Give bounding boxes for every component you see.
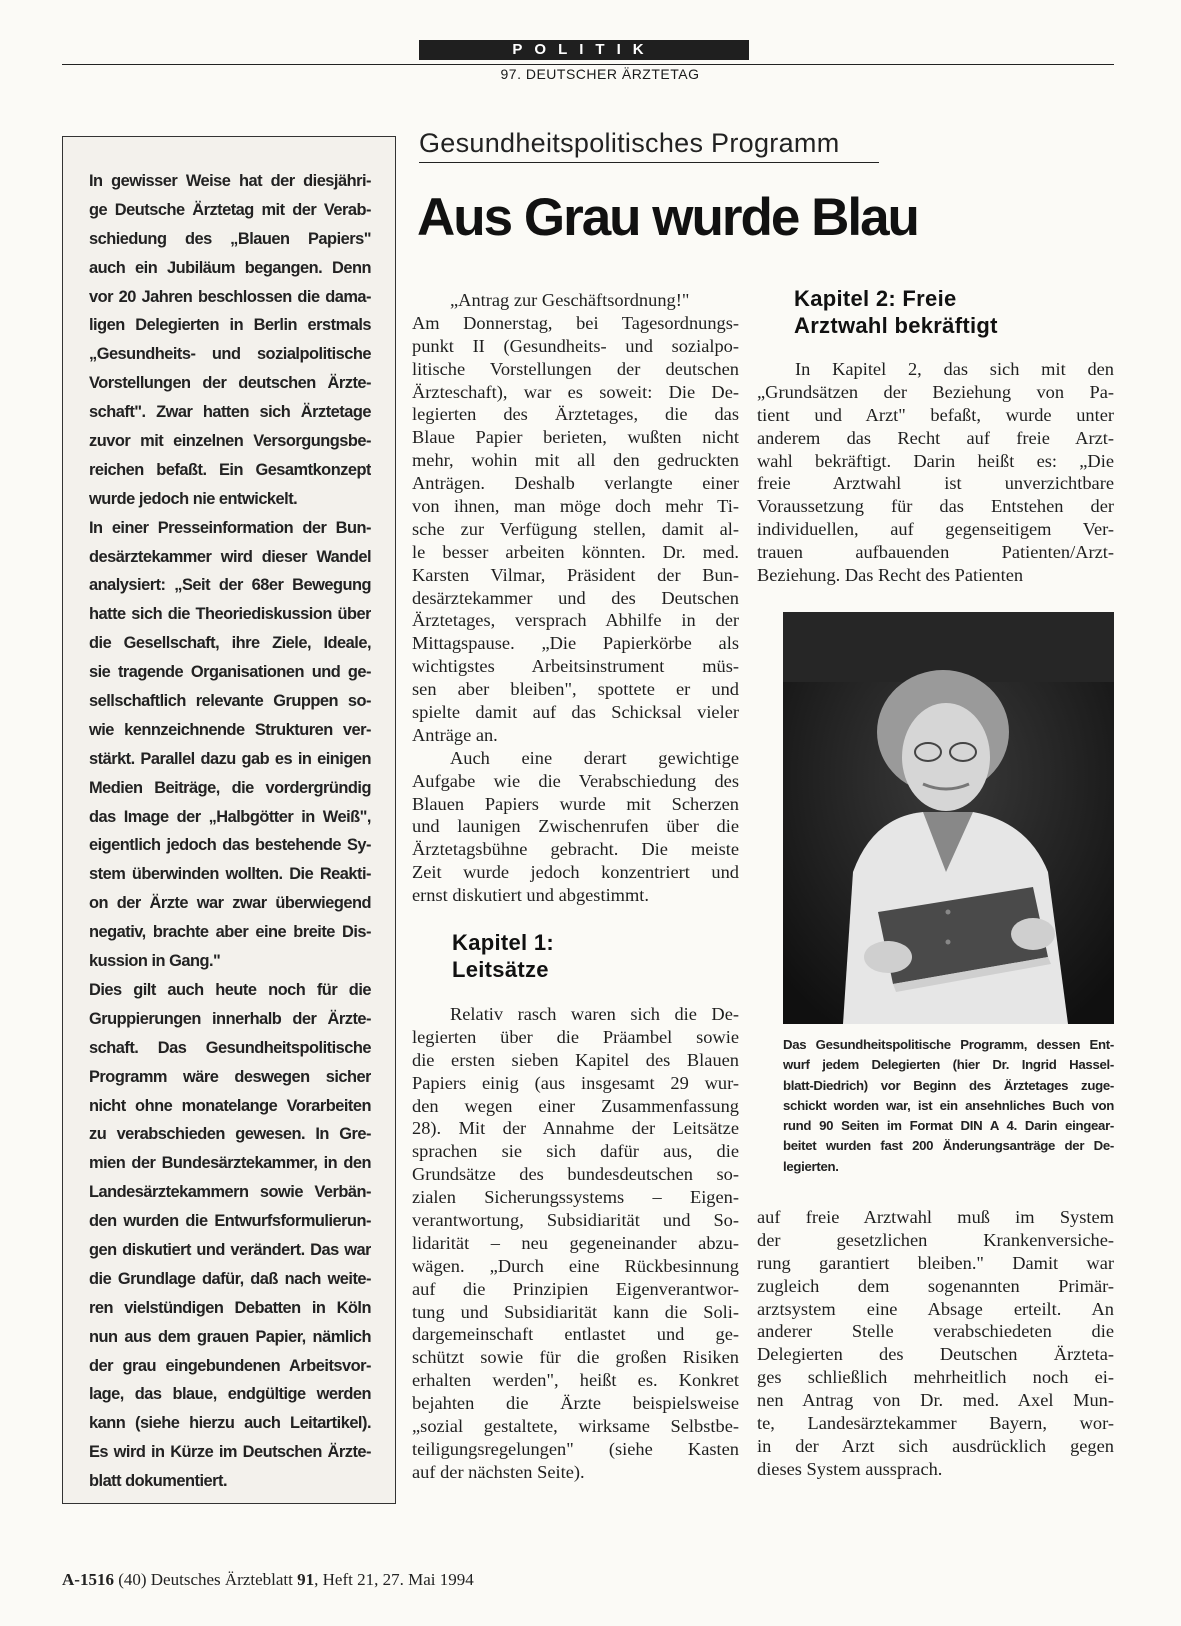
- column-2-line: Beziehung. Das Recht des Patienten: [757, 565, 1024, 586]
- chapter-1-heading: [452, 929, 742, 983]
- sidebar-line: blatt dokumentiert.: [89, 1472, 228, 1491]
- column-1-line: wägen. „Durch eine Rückbesinnung: [412, 1255, 739, 1276]
- column-1-line: die ersten sieben Kapitel des Blauen: [412, 1049, 739, 1070]
- sidebar-line: mien der Bundesärztekammer, in den: [89, 1154, 371, 1173]
- column-1-line: zialen Sicherungssystems – Eigen-: [412, 1187, 739, 1208]
- sidebar-line: negativ, brachte aber eine breite Dis-: [89, 923, 371, 942]
- chapter-2-heading-line2: Arztwahl bekräftigt: [794, 313, 998, 338]
- column-2-line: tient und Arzt" befaßt, wurde unter: [757, 404, 1114, 425]
- column-1-line: spielte damit auf das Schicksal vieler: [412, 702, 739, 723]
- column-1-line: Blaue Papier berieten, wußten nicht: [412, 427, 739, 448]
- sidebar-line: sellschaftlich relevante Gruppen so-: [89, 692, 371, 711]
- column-1-line: Anträgen. Deshalb verlangte einer: [412, 473, 739, 494]
- column-1-line: auf der nächsten Seite).: [412, 1461, 585, 1482]
- column-1-line: lidarität – neu gegeneinander abzu-: [412, 1232, 739, 1253]
- column-1-intro: [412, 289, 739, 907]
- footer-page-number: (40): [118, 1570, 147, 1589]
- chapter-2-heading-line1: Kapitel 2: Freie: [794, 286, 957, 311]
- column-2-bottom: [757, 1206, 1114, 1481]
- column-1-line: mehr, wohin mit all den gedruckten: [412, 450, 739, 471]
- caption-line: beitet wurden fast 200 Änderungsanträge der De-: [783, 1138, 1114, 1154]
- sidebar-line: auch ein Jubiläum begangen. Denn: [89, 258, 371, 277]
- photo-delegate: [783, 612, 1114, 1024]
- column-2-line: rung garantiert bleiben." Damit war: [757, 1252, 1114, 1273]
- column-1-line: teiligungsregelungen" (siehe Kasten: [412, 1438, 739, 1459]
- column-1-line: wichtigstes Arbeitsinstrument müs-: [412, 656, 739, 677]
- column-1-line: le besser arbeiten könnten. Dr. med.: [412, 541, 739, 562]
- sidebar-line: on der Ärzte war zwar überwiegend: [89, 894, 371, 913]
- caption-line: Das Gesundheitspolitische Programm, dessen Ent-: [783, 1037, 1114, 1052]
- sidebar-line: kussion in Gang.": [89, 952, 221, 971]
- column-2-line: dieses System aussprach.: [757, 1458, 943, 1479]
- column-2-line: In Kapitel 2, das sich mit den: [795, 359, 1114, 379]
- sidebar-line: „Gesundheits- und sozialpolitische: [89, 345, 371, 364]
- column-1-line: Blauen Papiers wurde mit Scherzen: [412, 793, 739, 814]
- sidebar-line: schaft". Zwar hatten sich Ärztetage: [89, 403, 371, 422]
- column-2-line: Voraussetzung für das Entstehen der: [757, 496, 1114, 517]
- column-2-line: freie Arztwahl ist unverzichtbare: [757, 473, 1114, 494]
- column-1-line: bejahten die Ärzte beispielsweise: [412, 1393, 739, 1414]
- caption-line: legierten.: [783, 1158, 839, 1174]
- column-1-line: legierten über die Präambel sowie: [412, 1026, 739, 1047]
- column-2-line: wahl bekräftigt. Darin heißt es: „Die: [757, 450, 1114, 471]
- section-label: POLITIK: [419, 40, 749, 60]
- sidebar-line: analysiert: „Seit der 68er Bewegung: [89, 576, 371, 595]
- column-1-line: 28). Mit der Annahme der Leitsätze: [412, 1118, 739, 1139]
- column-1-line: Papiers einig (aus insgesamt 29 wur-: [412, 1072, 739, 1093]
- sidebar-line: In gewisser Weise hat der diesjähri-: [89, 172, 371, 190]
- column-2-line: arztsystem eine Absage erteilt. An: [757, 1298, 1114, 1319]
- column-1-line: und launigen Zwischenrufen über die: [412, 816, 739, 837]
- sidebar-line: schiedung des „Blauen Papiers": [89, 229, 371, 248]
- sidebar-line: ligen Delegierten in Berlin erstmals: [89, 316, 371, 335]
- column-2-line: anderem das Recht auf freie Arzt-: [757, 427, 1114, 448]
- sidebar-line: wie kennzeichnende Strukturen ver-: [89, 720, 371, 739]
- sidebar-text: [89, 167, 371, 1496]
- column-2-line: trauen aufbauenden Patienten/Arzt-: [757, 542, 1114, 563]
- column-2-line: anderer Stelle verabschiedeten die: [757, 1321, 1114, 1342]
- column-2-top: [757, 358, 1114, 587]
- column-1-line: Relativ rasch waren sich die De-: [450, 1004, 739, 1024]
- chapter-1-heading-line2: Leitsätze: [452, 957, 549, 982]
- column-1-line: „Antrag zur Geschäftsordnung!": [450, 290, 690, 310]
- column-1-line: sche zur Verfügung stellen, damit al-: [412, 518, 739, 539]
- column-2-line: individuellen, auf gegenseitigem Ver-: [757, 519, 1114, 540]
- column-1-line: Ärzteschaft), war es soweit: Die De-: [412, 381, 739, 402]
- caption-line: wurf jedem Delegierten (hier Dr. Ingrid Hassel-: [783, 1057, 1114, 1073]
- column-1-line: tung und Subsidiarität kann die Soli-: [412, 1301, 739, 1322]
- column-1-line: litische Vorstellungen der deutschen: [412, 358, 739, 379]
- caption-line: rund 90 Seiten im Format DIN A 4. Darin eingear-: [783, 1118, 1114, 1134]
- sidebar-line: nicht ohne monatelange Vorarbeiten: [89, 1096, 371, 1115]
- sidebar-line: zu verabschieden gewesen. In Gre-: [89, 1125, 371, 1144]
- column-1-line: schützt sowie für die großen Risiken: [412, 1347, 739, 1368]
- column-1-line: von ihnen, man möge doch mehr Ti-: [412, 496, 739, 517]
- sidebar-line: die Grundlage dafür, daß nach weite-: [89, 1269, 371, 1288]
- footer-issue: , Heft 21, 27. Mai 1994: [314, 1570, 474, 1589]
- chapter-1-heading-line1: Kapitel 1:: [452, 930, 555, 955]
- column-1-line: erhalten werden", heißt es. Konkret: [412, 1370, 739, 1391]
- column-1-line: desärztekammer und des Deutschen: [412, 587, 739, 608]
- sidebar-line: Es wird in Kürze im Deutschen Ärzte-: [89, 1443, 371, 1462]
- section-subtitle: 97. DEUTSCHER ÄRZTETAG: [500, 66, 700, 82]
- sidebar-line: stärkt. Parallel dazu gab es in einigen: [89, 749, 371, 768]
- column-1-line: den wegen einer Zusammenfassung: [412, 1095, 739, 1116]
- column-1-line: Grundsätze des bundesdeutschen so-: [412, 1164, 739, 1185]
- column-1-line: sprachen sie sich dafür aus, die: [412, 1141, 739, 1162]
- column-1-line: Auch eine derart gewichtige: [450, 747, 739, 768]
- sidebar-line: kann (siehe hierzu auch Leitartikel).: [89, 1414, 371, 1433]
- sidebar-line: hatte sich die Theoriediskussion über: [89, 605, 371, 624]
- sidebar-line: das Image der „Halbgötter in Weiß",: [89, 807, 371, 826]
- sidebar-line: ge Deutsche Ärztetag mit der Verab-: [89, 200, 371, 219]
- column-1-line: sen aber bleiben", spottete er und: [412, 679, 739, 700]
- column-1-line: Karsten Vilmar, Präsident der Bun-: [412, 564, 739, 585]
- sidebar-box: [62, 136, 396, 1504]
- sidebar-line: schaft. Das Gesundheitspolitische: [89, 1038, 371, 1057]
- sidebar-line: sie tragende Organisationen und ge-: [89, 663, 371, 682]
- sidebar-line: eigentlich jedoch das bestehende Sy-: [89, 836, 371, 855]
- sidebar-line: die Gesellschaft, ihre Ziele, Ideale,: [89, 634, 371, 653]
- footer-journal: Deutsches Ärzteblatt: [150, 1570, 293, 1589]
- column-1-line: Ärztetages, versprach Abhilfe in der: [412, 610, 739, 631]
- column-2-line: te, Landesärztekammer Bayern, wor-: [757, 1413, 1114, 1434]
- header-rule: [62, 64, 1114, 65]
- sidebar-line: den wurden die Entwurfsformulierun-: [89, 1212, 371, 1231]
- column-2-line: der gesetzlichen Krankenversiche-: [757, 1229, 1114, 1250]
- column-2-line: zugleich dem sogenannten Primär-: [757, 1275, 1114, 1296]
- sidebar-line: gen diskutiert und verändert. Das war: [89, 1240, 371, 1259]
- sidebar-line: In einer Presseinformation der Bun-: [89, 518, 371, 537]
- chapter-2-heading: [794, 285, 1114, 339]
- sidebar-line: vor 20 Jahren beschlossen die dama-: [89, 287, 371, 306]
- sidebar-line: reichen befaßt. Ein Gesamtkonzept: [89, 460, 371, 479]
- sidebar-line: Gruppierungen innerhalb der Ärzte-: [89, 1009, 371, 1028]
- sidebar-line: Medien Beiträge, die vordergründig: [89, 778, 371, 797]
- column-1-line: auf die Prinzipien Eigenverantwor-: [412, 1278, 739, 1299]
- column-1-line: Am Donnerstag, bei Tagesordnungs-: [412, 312, 739, 333]
- footer-volume: 91: [297, 1570, 315, 1589]
- sidebar-line: ren vielstündigen Debatten in Köln: [89, 1298, 371, 1317]
- sidebar-line: der grau eingebundenen Arbeitsvor-: [89, 1356, 371, 1375]
- column-2-line: ges schließlich mehrheitlich noch ei-: [757, 1367, 1114, 1388]
- column-1-line: Mittagspause. „Die Papierkörbe als: [412, 633, 739, 654]
- photo-illustration: [783, 612, 1114, 1024]
- column-1-chapter-1: [412, 1003, 739, 1484]
- column-1-line: legierten des Ärztetages, die das: [412, 404, 739, 425]
- column-2-line: „Grundsätzen der Beziehung von Pa-: [757, 381, 1114, 402]
- caption-line: blatt-Diedrich) vor Beginn des Ärztetages zuge-: [783, 1077, 1114, 1093]
- column-1-line: dargemeinschaft entlastet und ge-: [412, 1324, 739, 1345]
- column-2-line: nen Antrag von Dr. med. Axel Mun-: [757, 1390, 1114, 1411]
- photo-caption: [783, 1035, 1114, 1177]
- column-1-line: Aufgabe wie die Verabschiedung des: [412, 770, 739, 791]
- sidebar-line: Vorstellungen der deutschen Ärzte-: [89, 374, 371, 393]
- footer-page-code: A-1516: [62, 1570, 114, 1589]
- column-2-line: in der Arzt sich ausdrücklich gegen: [757, 1435, 1114, 1456]
- column-1-line: Ärztetagsbühne gebracht. Die meiste: [412, 839, 739, 860]
- column-1-line: „sozial gestaltete, wirksame Selbstbe-: [412, 1416, 739, 1437]
- sidebar-line: nun aus dem grauen Papier, nämlich: [89, 1327, 371, 1346]
- caption-line: schickt worden war, ist ein ansehnliches Buch von: [783, 1097, 1114, 1113]
- sidebar-line: desärztekammer wird dieser Wandel: [89, 547, 371, 566]
- page-footer: [62, 1570, 474, 1590]
- sidebar-line: Dies gilt auch heute noch für die: [89, 980, 371, 999]
- sidebar-line: Programm wäre deswegen sicher: [89, 1067, 371, 1086]
- column-1-line: Zeit wurde jedoch konzentriert und: [412, 862, 739, 883]
- sidebar-line: zuvor mit einzelnen Versorgungsbe-: [89, 432, 371, 451]
- sidebar-line: Landesärztekammern sowie Verbän-: [89, 1183, 371, 1202]
- column-1-line: verantwortung, Subsidiarität und So-: [412, 1210, 739, 1231]
- sidebar-line: stem überwinden wollten. Die Reakti-: [89, 865, 371, 884]
- article-headline: Aus Grau wurde Blau: [417, 188, 918, 247]
- sidebar-line: wurde jedoch nie entwickelt.: [89, 489, 298, 508]
- article-kicker: Gesundheitspolitisches Programm: [419, 128, 879, 163]
- column-1-line: Anträge an.: [412, 724, 498, 745]
- column-2-line: auf freie Arztwahl muß im System: [757, 1207, 1114, 1227]
- column-1-line: punkt II (Gesundheits- und sozialpo-: [412, 335, 739, 356]
- column-1-line: ernst diskutiert und abgestimmt.: [412, 885, 650, 906]
- column-2-line: Delegierten des Deutschen Ärzteta-: [757, 1344, 1114, 1365]
- sidebar-line: lage, das blaue, endgültige werden: [89, 1385, 371, 1404]
